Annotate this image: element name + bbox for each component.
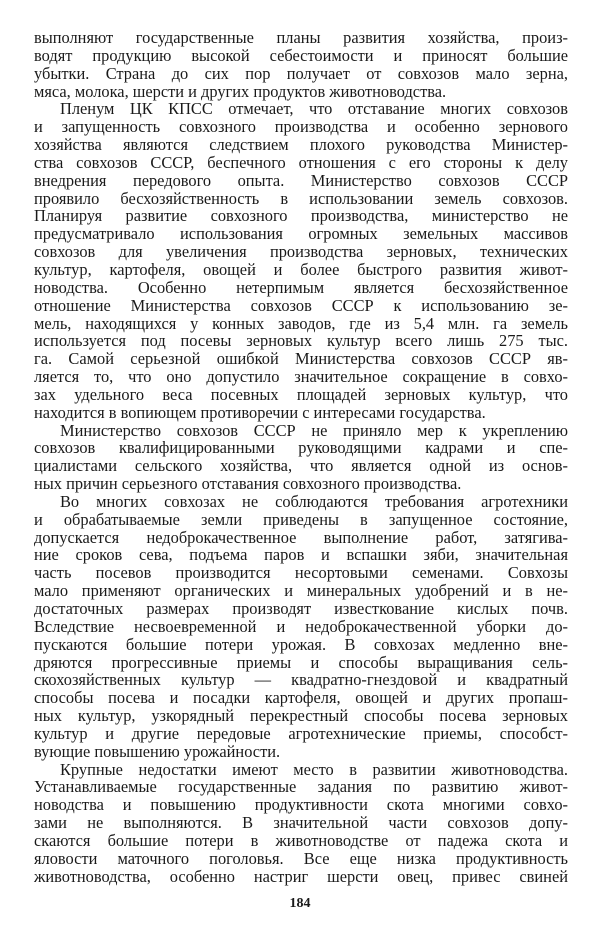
text-line: дряются прогрессивные приемы и способы выращивания сель- xyxy=(34,652,568,672)
text-line: культур и другие передовые агротехнические приемы, способст- xyxy=(34,723,568,743)
paragraph xyxy=(34,29,568,100)
text-line: зах удельного веса посевных площадей зерновых культур, что xyxy=(34,384,568,404)
text-line: ных культур, узкорядный перекрестный способы посева зерновых xyxy=(34,706,568,726)
text-line: и запущенность совхозного производства и особенно зернового xyxy=(34,117,568,137)
text-line: новодства и повышению продуктивности скота многими совхо- xyxy=(34,795,568,815)
text-line: убытки. Страна до сих пор получает от совхозов мало зерна, xyxy=(34,63,568,83)
text-line: га. Самой серьезной ошибкой Министерства совхозов СССР яв- xyxy=(34,349,568,369)
page-number: 184 xyxy=(289,896,311,911)
text-line: новодства. Особенно нетерпимым является бесхозяйственное xyxy=(34,277,568,297)
text-line: мель, находящихся у конных заводов, где из 5,4 млн. га земель xyxy=(34,313,568,333)
text-line: мало применяют органических и минеральных удобрений и в не- xyxy=(34,581,568,601)
text-line: Пленум ЦК КПСС отмечает, что отставание многих совхозов xyxy=(60,99,568,119)
text-line: мяса, молока, шерсти и других продуктов животноводства. xyxy=(34,81,447,101)
text-line: выполняют государственные планы развития хозяйства, произ- xyxy=(34,28,568,47)
text-line: ства совхозов СССР, беспечного отношения с его стороны к делу xyxy=(34,152,568,172)
text-line: отношение Министерства совхозов СССР к использованию зе- xyxy=(34,295,568,315)
text-line: внедрения передового опыта. Министерство совхозов СССР xyxy=(34,170,568,190)
text-line: Вследствие несвоевременной и недоброкачественной уборки до- xyxy=(34,616,568,636)
text-line: водят продукцию высокой себестоимости и приносят большие xyxy=(34,45,568,65)
text-line: ние сроков сева, подъема паров и вспашки зяби, значительная xyxy=(34,545,568,565)
text-line: вующие повышению урожайности. xyxy=(34,741,281,761)
page-body-text xyxy=(34,29,568,886)
text-line: предусматривало использования огромных земельных массивов xyxy=(34,224,568,244)
text-line: часть посевов производится несортовыми семенами. Совхозы xyxy=(34,563,568,583)
text-line: скохозяйственных культур — квадратно-гнездовой и квадратный xyxy=(34,670,568,690)
text-line: способы посева и посадки картофеля, овощей и других пропаш- xyxy=(34,688,568,708)
text-line: Устанавливаемые государственные задания по развитию живот- xyxy=(34,777,568,797)
text-line: ляется то, что оно допустило значительное сокращение в совхо- xyxy=(34,367,568,387)
text-line: зами не выполняются. В значительной части совхозов допу- xyxy=(34,813,568,833)
paragraph xyxy=(34,422,568,493)
text-line: используется под посевы зерновых культур всего лишь 275 тыс. xyxy=(34,331,568,351)
paragraph xyxy=(34,100,568,421)
text-line: и обрабатываемые земли приведены в запущенное состояние, xyxy=(34,509,568,529)
text-line: скаются большие потери в животноводстве от падежа скота и xyxy=(34,830,568,850)
text-line: яловости маточного поголовья. Все еще низка продуктивность xyxy=(34,848,568,868)
text-line: совхозов для увеличения производства зерновых, технических xyxy=(34,242,568,262)
text-line: Во многих совхозах не соблюдаются требования агротехники xyxy=(60,491,568,511)
text-line: хозяйства являются следствием плохого руководства Министер- xyxy=(34,135,568,155)
text-line: совхозов квалифицированными руководящими кадрами и спе- xyxy=(34,438,568,458)
text-line: пускаются большие потери урожая. В совхозах медленно вне- xyxy=(34,634,568,654)
paragraph xyxy=(34,761,568,886)
text-line: Крупные недостатки имеют место в развитии животноводства. xyxy=(60,759,568,779)
text-line: проявило бесхозяйственность в использовании земель совхозов. xyxy=(34,188,568,208)
text-line: культур, картофеля, овощей и более быстрого развития живот- xyxy=(34,259,568,279)
text-line: Министерство совхозов СССР не приняло мер к укреплению xyxy=(60,420,568,440)
text-line: допускается недоброкачественное выполнение работ, затягива- xyxy=(34,527,568,547)
text-line: ных причин серьезного отставания совхозного производства. xyxy=(34,474,462,494)
text-line: находится в вопиющем противоречии с интересами государства. xyxy=(34,402,486,422)
text-line: достаточных размерах производят известкование кислых почв. xyxy=(34,599,568,618)
text-line: животноводства, особенно настриг шерсти овец, привес свиней xyxy=(34,866,568,886)
paragraph xyxy=(34,493,568,761)
text-line: Планируя развитие совхозного производства, министерство не xyxy=(34,206,568,226)
text-line: циалистами сельского хозяйства, что является одной из основ- xyxy=(34,456,568,476)
